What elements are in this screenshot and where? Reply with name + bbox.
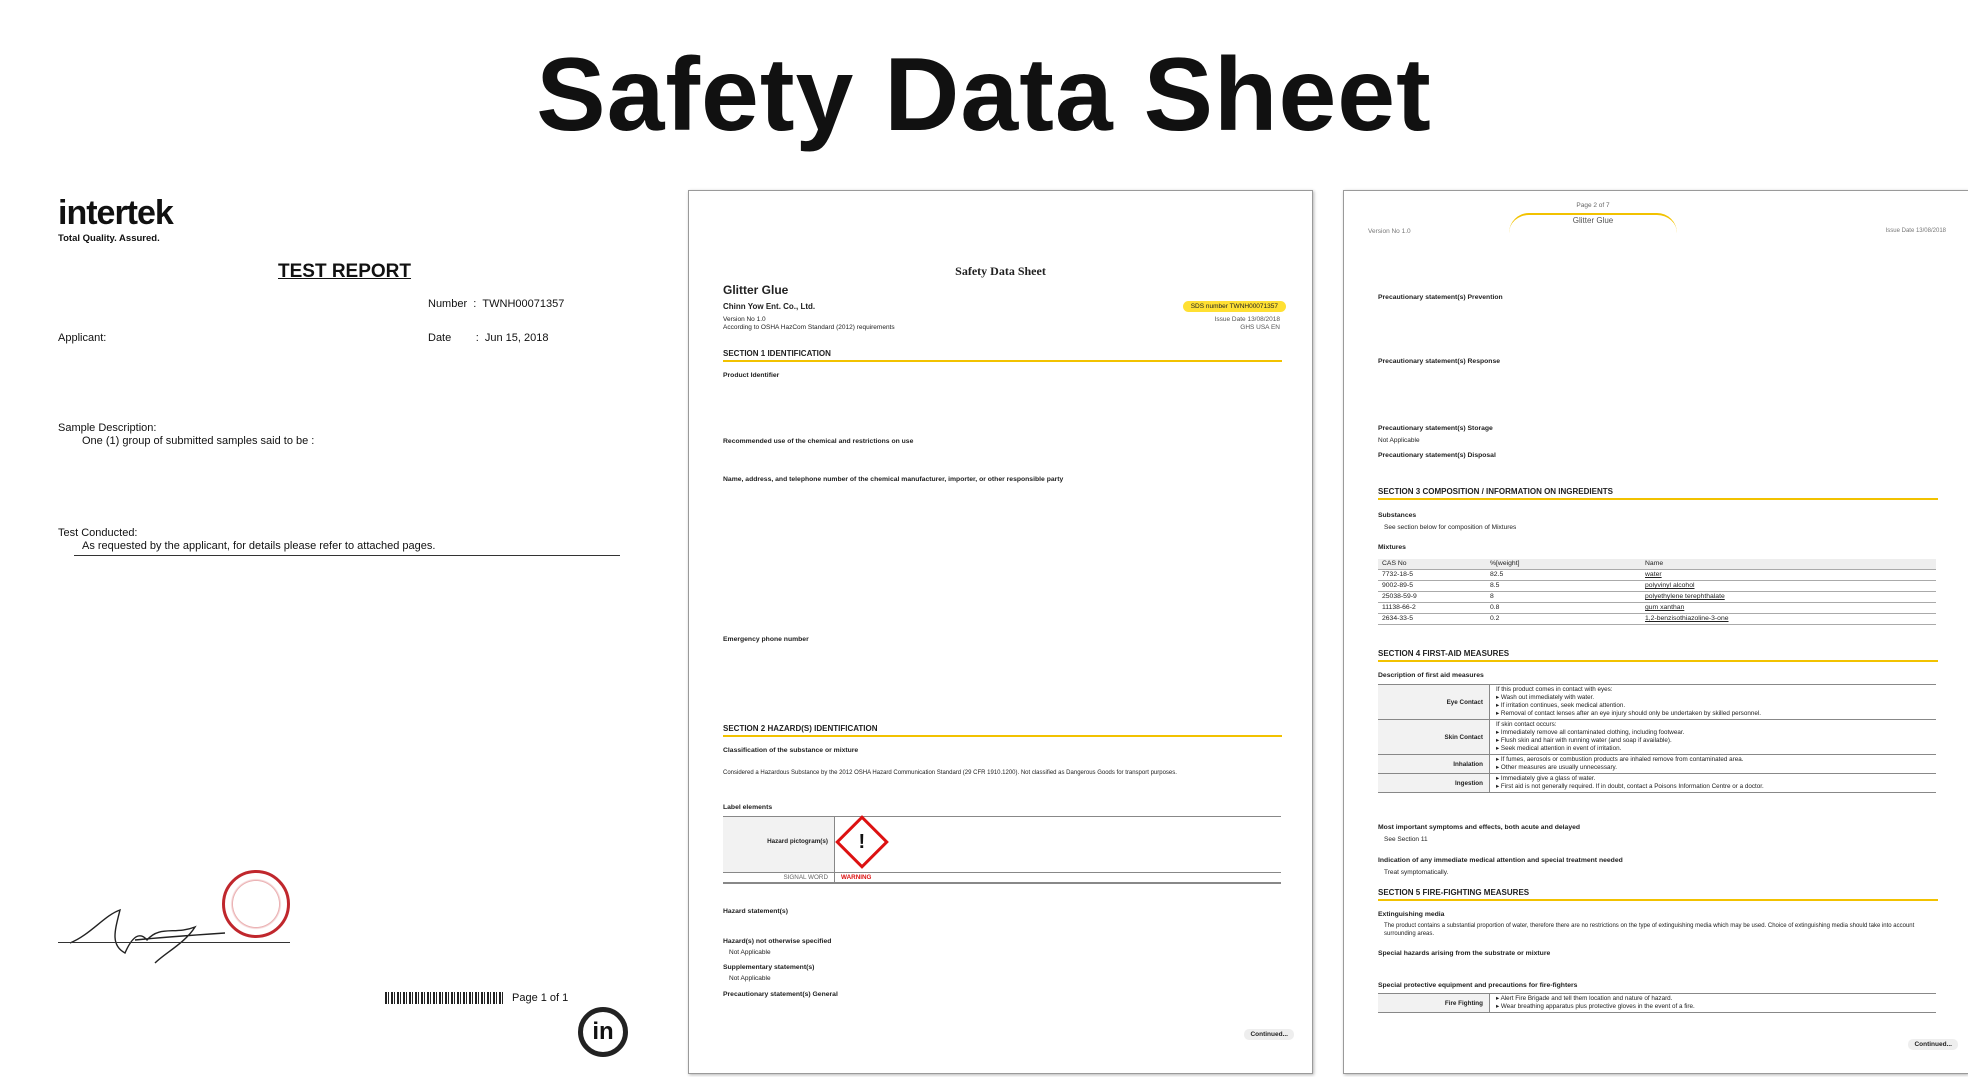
first-aid-table xyxy=(1378,684,1936,793)
first-aid-line: ▸ Flush skin and hair with running water (and soap if available). xyxy=(1496,737,1672,744)
mixture-cell: polyethylene terephthalate xyxy=(1645,593,1725,600)
number-value: TWNH00071357 xyxy=(482,298,565,310)
recommended-use: Recommended use of the chemical and restrictions on use xyxy=(723,438,914,445)
date-label: Date xyxy=(428,332,452,344)
ppe-table xyxy=(1378,993,1936,1013)
sds-osha: According to OSHA HazCom Standard (2012) requirements xyxy=(723,324,895,331)
first-aid-text xyxy=(1490,994,1936,1012)
response-heading: Precautionary statement(s) Response xyxy=(1378,358,1501,365)
substances-heading: Substances xyxy=(1378,512,1417,519)
first-aid-label: Fire Fighting xyxy=(1378,994,1490,1012)
sds-company: Chinn Yow Ent. Co., Ltd. xyxy=(723,302,816,311)
classification-heading: Classification of the substance or mixture xyxy=(723,747,859,754)
first-aid-line: If skin contact occurs: xyxy=(1496,721,1557,728)
first-aid-row xyxy=(1378,774,1936,793)
pictogram-glyph: ! xyxy=(858,830,866,853)
p2-page: Page 2 of 7 xyxy=(1576,202,1610,209)
first-aid-line: ▸ Wash out immediately with water. xyxy=(1496,694,1595,701)
first-aid-line: ▸ Immediately remove all contaminated clothing, including footwear. xyxy=(1496,729,1685,736)
date-value: Jun 15, 2018 xyxy=(484,332,549,344)
first-aid-heading: Description of first aid measures xyxy=(1378,672,1484,679)
p2-continued-label: Continued... xyxy=(1908,1039,1958,1050)
sds-page-2 xyxy=(1343,190,1968,1074)
first-aid-row xyxy=(1378,755,1936,774)
mixtures-header xyxy=(1378,559,1936,570)
first-aid-line: ▸ First aid is not generally required. If in doubt, contact a Poisons Information Centre or a doctor. xyxy=(1496,783,1764,790)
emergency-heading: Emergency phone number xyxy=(723,636,809,643)
mixture-cell: 82.5 xyxy=(1490,571,1504,578)
disposal-heading: Precautionary statement(s) Disposal xyxy=(1378,452,1496,459)
first-aid-line: ▸ Seek medical attention in event of irritation. xyxy=(1496,745,1622,752)
company-seal xyxy=(222,870,290,938)
test-report-panel xyxy=(50,195,640,1075)
number-label: Number xyxy=(428,298,468,310)
logo-tagline: Total Quality. Assured. xyxy=(58,233,160,244)
signal-word-label: SIGNAL WORD xyxy=(723,873,835,882)
extinguishing-value: The product contains a substantial proportion of water, therefore there are no restrictions on the type of extinguishing media which may be used. Choice of extinguishing media should take into account surrounding areas. xyxy=(1384,923,1915,937)
mixtures-column-header: Name xyxy=(1645,560,1664,567)
supplementary-value: Not Applicable xyxy=(729,975,771,982)
mixtures-column-header: CAS No xyxy=(1382,560,1407,567)
test-heading: Test Conducted: xyxy=(58,527,138,539)
mixture-cell: water xyxy=(1645,571,1662,578)
mixture-cell: 0.2 xyxy=(1490,615,1500,622)
mixture-cell: 0.8 xyxy=(1490,604,1500,611)
applicant-label: Applicant: xyxy=(58,332,107,344)
hnos-heading: Hazard(s) not otherwise specified xyxy=(723,938,832,945)
report-date: Date : Jun 15, 2018 xyxy=(428,332,549,344)
sds-number-badge: SDS number TWNH00071357 xyxy=(1183,301,1286,312)
barcode xyxy=(385,992,505,1004)
substances-value: See section below for composition of Mixtures xyxy=(1384,524,1517,531)
supplementary-heading: Supplementary statement(s) xyxy=(723,964,815,971)
mixture-cell: 8.5 xyxy=(1490,582,1500,589)
p2-product: Glitter Glue xyxy=(1572,216,1614,225)
sds-ghs: GHS USA EN xyxy=(1240,324,1280,331)
sample-intro: One (1) group of submitted samples said to be : xyxy=(82,435,315,447)
signal-word: WARNING xyxy=(841,874,872,881)
mixture-cell: gum xanthan xyxy=(1645,604,1685,611)
prevention-heading: Precautionary statement(s) Prevention xyxy=(1378,294,1503,301)
sds-page-1 xyxy=(688,190,1313,1074)
mixture-cell: 2634-33-5 xyxy=(1382,615,1413,622)
mixture-row xyxy=(1378,614,1936,625)
indication-heading: Indication of any immediate medical attention and special treatment needed xyxy=(1378,857,1623,864)
section-5-heading: SECTION 5 FIRE-FIGHTING MEASURES xyxy=(1378,888,1938,901)
first-aid-label: Inhalation xyxy=(1378,755,1490,773)
first-aid-text xyxy=(1490,720,1936,754)
mixture-cell: 11138-66-2 xyxy=(1382,604,1416,611)
sample-heading: Sample Description: xyxy=(58,422,157,434)
continued-label: Continued... xyxy=(1244,1029,1294,1040)
report-number: Number : TWNH00071357 xyxy=(428,298,565,310)
first-aid-text xyxy=(1490,685,1936,719)
first-aid-line: ▸ Other measures are usually unnecessary. xyxy=(1496,764,1617,771)
mixture-row xyxy=(1378,603,1936,614)
mixtures-table xyxy=(1378,559,1936,625)
section-4-heading: SECTION 4 FIRST-AID MEASURES xyxy=(1378,649,1938,662)
page-number: Page 1 of 1 xyxy=(512,992,569,1004)
first-aid-text xyxy=(1490,755,1936,773)
extinguishing-heading: Extinguishing media xyxy=(1378,911,1445,918)
mixture-cell: 9002-89-5 xyxy=(1382,582,1413,589)
indication-value: Treat symptomatically. xyxy=(1384,869,1449,876)
section-1-heading: SECTION 1 IDENTIFICATION xyxy=(723,349,1282,362)
test-report-heading: TEST REPORT xyxy=(278,261,412,282)
sds-product: Glitter Glue xyxy=(723,283,789,297)
signature xyxy=(65,905,235,965)
section-2-heading: SECTION 2 HAZARD(S) IDENTIFICATION xyxy=(723,724,1282,737)
first-aid-line: ▸ Alert Fire Brigade and tell them location and nature of hazard. xyxy=(1496,995,1673,1002)
intertek-icon-logo: in xyxy=(578,1007,628,1057)
special-hazards-heading: Special hazards arising from the substrate or mixture xyxy=(1378,950,1551,957)
first-aid-line: If this product comes in contact with eyes: xyxy=(1496,686,1613,693)
test-text: As requested by the applicant, for details please refer to attached pages. xyxy=(82,540,436,552)
first-aid-line: ▸ Immediately give a glass of water. xyxy=(1496,775,1596,782)
mixtures-column-header: %[weight] xyxy=(1490,560,1520,567)
hnos-value: Not Applicable xyxy=(729,949,771,956)
first-aid-line: ▸ Removal of contact lenses after an eye injury should only be undertaken by skilled personnel. xyxy=(1496,710,1761,717)
mixture-row xyxy=(1378,570,1936,581)
page-tab xyxy=(1509,202,1677,243)
sds-doc-title: Safety Data Sheet xyxy=(955,264,1046,278)
divider xyxy=(74,555,620,556)
first-aid-label: Ingestion xyxy=(1378,774,1490,792)
mixture-cell: polyvinyl alcohol xyxy=(1645,582,1695,589)
first-aid-row xyxy=(1378,720,1936,755)
mixture-row xyxy=(1378,581,1936,592)
sample-description xyxy=(58,422,618,448)
mixture-row xyxy=(1378,592,1936,603)
first-aid-row xyxy=(1378,994,1936,1013)
p2-version: Version No 1.0 xyxy=(1368,228,1411,235)
mixture-cell: 7732-18-5 xyxy=(1382,571,1413,578)
precautionary-general: Precautionary statement(s) General xyxy=(723,991,838,998)
pictogram-row xyxy=(723,816,1281,884)
storage-value: Not Applicable xyxy=(1378,437,1420,444)
classification-text: Considered a Hazardous Substance by the 2012 OSHA Hazard Communication Standard (29 CFR 1910.1200). Not classified as Dangerous Goods for transport purposes. xyxy=(723,770,1177,776)
p2-issue: Issue Date 13/08/2018 xyxy=(1885,228,1946,234)
first-aid-label: Skin Contact xyxy=(1378,720,1490,754)
storage-heading: Precautionary statement(s) Storage xyxy=(1378,425,1493,432)
intertek-logo: intertek xyxy=(58,194,173,232)
first-aid-line: ▸ If irritation continues, seek medical attention. xyxy=(1496,702,1626,709)
symptoms-heading: Most important symptoms and effects, both acute and delayed xyxy=(1378,824,1581,831)
hazard-statements: Hazard statement(s) xyxy=(723,908,788,915)
supplier-heading: Name, address, and telephone number of the chemical manufacturer, importer, or other responsible party xyxy=(723,476,1064,483)
first-aid-line: ▸ Wear breathing apparatus plus protective gloves in the event of a fire. xyxy=(1496,1003,1695,1010)
signature-line xyxy=(58,942,290,943)
pictogram-label: Hazard pictogram(s) xyxy=(723,817,835,872)
sds-issue-date: Issue Date 13/08/2018 xyxy=(1214,316,1280,323)
mixture-cell: 1,2-benzisothiazoline-3-one xyxy=(1645,615,1729,622)
test-conducted xyxy=(58,527,435,553)
section-3-heading: SECTION 3 COMPOSITION / INFORMATION ON INGREDIENTS xyxy=(1378,487,1938,500)
first-aid-label: Eye Contact xyxy=(1378,685,1490,719)
mixture-cell: 25038-59-9 xyxy=(1382,593,1417,600)
exclamation-pictogram-icon xyxy=(835,815,889,869)
product-identifier: Product Identifier xyxy=(723,372,780,379)
sds-version: Version No 1.0 xyxy=(723,316,766,323)
mixtures-heading: Mixtures xyxy=(1378,544,1406,551)
first-aid-row xyxy=(1378,685,1936,720)
first-aid-line: ▸ If fumes, aerosols or combustion products are inhaled remove from contaminated area. xyxy=(1496,756,1744,763)
ppe-heading: Special protective equipment and precautions for fire-fighters xyxy=(1378,982,1578,989)
report-footer xyxy=(58,1022,578,1052)
mixture-cell: 8 xyxy=(1490,593,1494,600)
first-aid-text xyxy=(1490,774,1936,792)
page-title: Safety Data Sheet xyxy=(536,37,1432,153)
symptoms-value: See Section 11 xyxy=(1384,836,1428,843)
label-elements: Label elements xyxy=(723,804,773,811)
